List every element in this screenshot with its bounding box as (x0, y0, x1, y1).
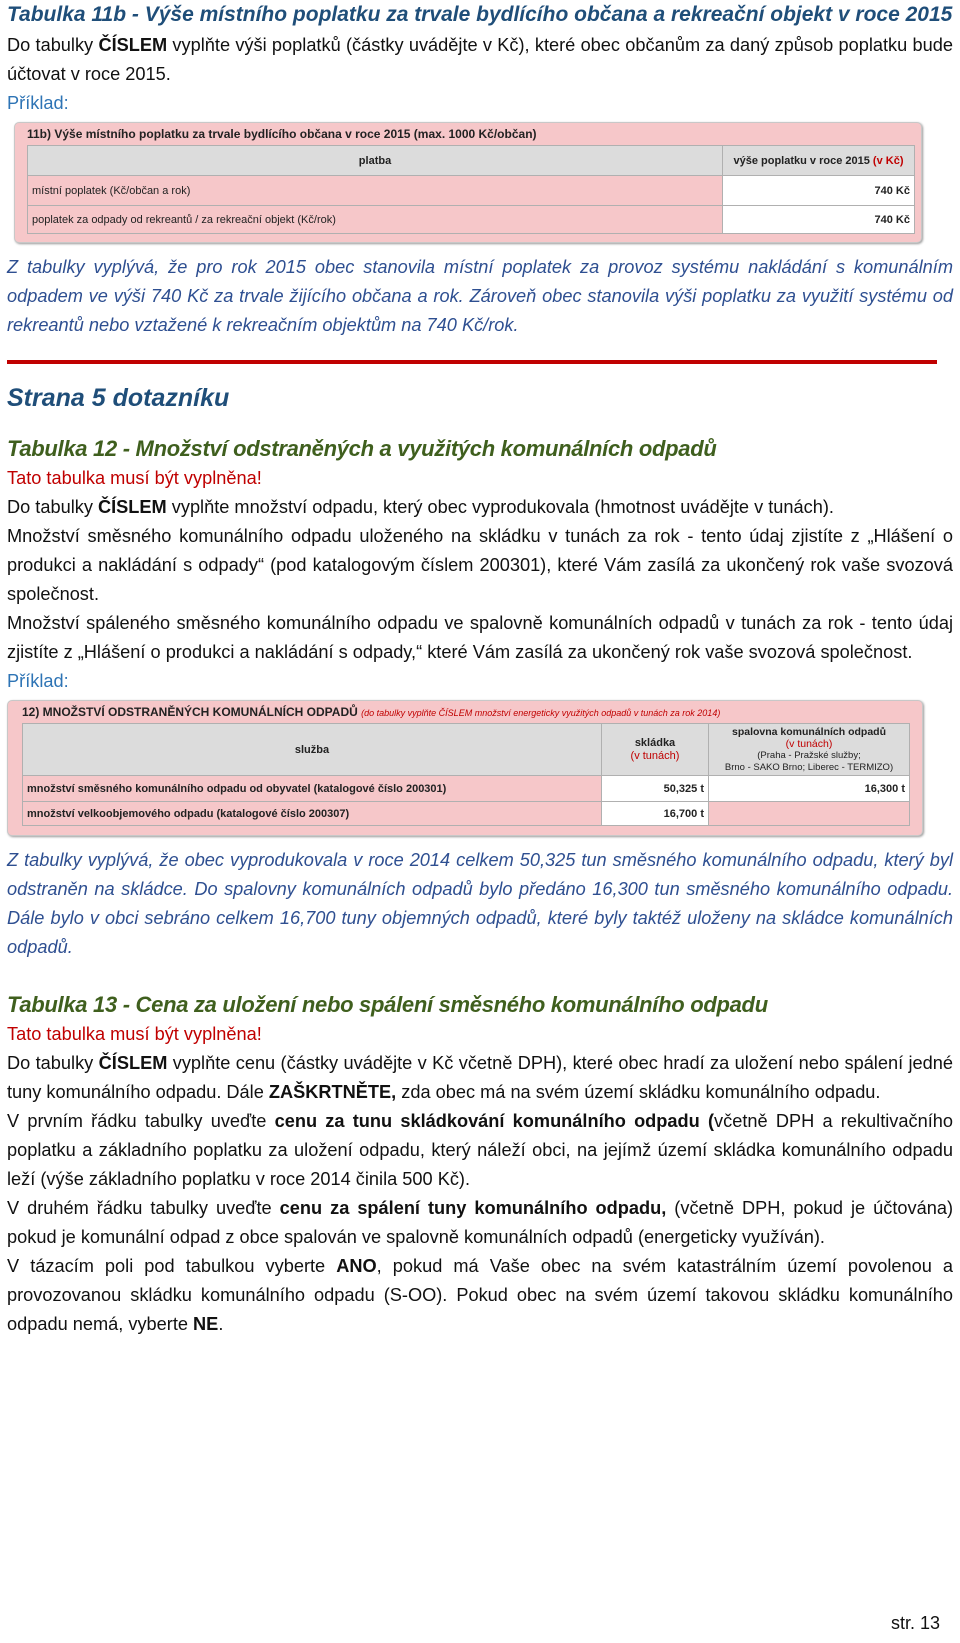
instruction-11b (7, 31, 953, 89)
text: , pokud má Vaše obec na svém katastrálním území povolenou a provozovanou skládku komunálního odpadu (S-OO). Pokud obec na svém území takovou skládku komunálního odpadu nemá, vyberte (7, 1256, 953, 1334)
paragraph (7, 493, 953, 522)
bold-text: ZAŠKRTNĚTE, (268, 1082, 397, 1102)
col-amount-label: výše poplatku v roce 2015 (733, 154, 870, 167)
row-label: množství velkoobjemového odpadu (katalogové číslo 200307) (23, 802, 602, 826)
row-label: množství směsného komunálního odpadu od obyvatel (katalogové číslo 200301) (23, 776, 602, 802)
page-number: str. 13 (890, 1613, 940, 1633)
paragraph: Množství spáleného směsného komunálního odpadu ve spalovně komunálních odpadů v tunách za rok - tento údaj zjistíte z „Hlášení o produkci a nakládání s odpady,“ které Vám zasílá za ukončený rok vaše svozová společnost. (7, 613, 953, 662)
row-value: 740 Kč (723, 206, 915, 234)
table-row (28, 206, 915, 234)
col-payment: platba (28, 146, 723, 176)
must-fill-notice: Tato tabulka musí být vyplněna! (7, 1024, 262, 1044)
example-title-text: 12) MNOŽSTVÍ ODSTRANĚNÝCH KOMUNÁLNÍCH ODPADŮ (22, 705, 358, 719)
paragraph: Množství směsného komunálního odpadu uloženého na skládku v tunách za rok - tento údaj zjistíte z „Hlášení o produkci a nakládání s odpady“ (pod katalogovým číslem 200301), které Vám zasílá za ukončený rok vaše svozová společnost. (7, 526, 953, 604)
row-label: poplatek za odpady od rekreantů / za rekreační objekt (Kč/rok) (28, 206, 723, 234)
heading-12: Tabulka 12 - Množství odstraněných a využitých komunálních odpadů (7, 436, 717, 461)
section-title: Strana 5 dotazníku (7, 384, 230, 412)
example-label: Příklad: (7, 671, 69, 691)
col-incin-note: Brno - SAKO Brno; Liberec - TERMIZO) (724, 761, 894, 773)
document-page (7, 0, 953, 1339)
section-divider (7, 360, 937, 364)
row-landfill: 16,700 t (602, 802, 709, 826)
explanation-12: Z tabulky vyplývá, že obec vyprodukovala v roce 2014 celkem 50,325 tun směsného komunálního odpadu, který byl odstraněn na skládce. Do spalovny komunálních odpadů bylo předáno 16,300 tun směsného komunálního odpadu. Dále bylo v obci sebráno celkem 16,700 tuny objemných odpadů, které byly taktéž uloženy na skládce komunálních odpadů. (7, 850, 953, 957)
text: vyplňte cenu (částky uvádějte v Kč včetně DPH), které obec hradí za uložení nebo spálení jedné tuny komunálního odpadu. Dále (7, 1053, 954, 1102)
row-incin: 16,300 t (709, 776, 910, 802)
col-amount (723, 146, 915, 176)
col-incinerator (709, 724, 910, 776)
heading-11b: Tabulka 11b - Výše místního poplatku za trvale bydlícího občana a rekreační objekt v roce 2015 (7, 3, 953, 26)
col-incin-label: spalovna komunálních odpadů (731, 725, 887, 738)
example-title (8, 701, 922, 723)
col-landfill-unit: (v tunách) (630, 749, 680, 762)
example-table-11b (14, 122, 922, 243)
example-table-12 (7, 700, 923, 836)
text: (včetně DPH, pokud je účtována) pokud je komunální odpad z obce spalován ve spalovně komunálních odpadů (energeticky využíván). (7, 1198, 953, 1247)
table-row (23, 776, 910, 802)
instr-text: vyplňte výši poplatků (částky uvádějte v Kč), které obec občanům za daný způsob poplatku bude účtovat v roce 2015. (7, 35, 953, 84)
row-label: místní poplatek (Kč/občan a rok) (28, 176, 723, 206)
table-row (23, 802, 910, 826)
bold-text: ČÍSLEM (97, 497, 167, 517)
text: včetně DPH a rekultivačního poplatku a základního poplatku za uložení odpadu, který náleží obci, na jejímž území skládka komunálního odpadu leží (výše základního poplatku v roce 2014 činila 500 Kč). (7, 1111, 953, 1189)
heading-13: Tabulka 13 - Cena za uložení nebo spálení směsného komunálního odpadu (7, 992, 768, 1017)
instr-bold: ČÍSLEM (98, 35, 168, 55)
text: V tázacím poli pod tabulkou vyberte (7, 1256, 337, 1276)
col-service: služba (23, 724, 602, 776)
example-table (22, 723, 910, 826)
text: V prvním řádku tabulky uveďte (7, 1111, 275, 1131)
row-value: 740 Kč (723, 176, 915, 206)
instr-text: Do tabulky (7, 35, 99, 55)
row-landfill: 50,325 t (602, 776, 709, 802)
text: V druhém řádku tabulky uveďte (7, 1198, 280, 1218)
table-header-row (28, 146, 915, 176)
paragraph (7, 1252, 953, 1339)
bold-text: NE (193, 1314, 219, 1334)
paragraph (7, 1049, 953, 1107)
text: Do tabulky (7, 497, 98, 517)
col-amount-unit: (v Kč) (872, 154, 904, 167)
table-row (28, 176, 915, 206)
col-landfill (602, 724, 709, 776)
must-fill-notice: Tato tabulka musí být vyplněna! (7, 468, 262, 488)
col-incin-unit: (v tunách) (785, 737, 833, 750)
paragraph (7, 1194, 953, 1252)
example-title-note: (do tabulky vyplňte ČÍSLEM množství energeticky využitých odpadů v tunách za rok 2014) (361, 708, 721, 718)
bold-text: cenu za spálení tuny komunálního odpadu, (279, 1198, 667, 1218)
bold-text: ANO (336, 1256, 377, 1276)
text: vyplňte množství odpadu, který obec vyprodukovala (hmotnost uvádějte v tunách). (166, 497, 834, 517)
bold-text: cenu za tunu skládkování komunálního odpadu ( (274, 1111, 715, 1131)
text: Do tabulky (7, 1053, 99, 1073)
col-incin-note: (Praha - Pražské služby; (757, 749, 861, 761)
example-table (27, 145, 915, 234)
table-header-row (23, 724, 910, 776)
text: zda obec má na svém území skládku komunálního odpadu. (396, 1082, 881, 1102)
bold-text: ČÍSLEM (98, 1053, 168, 1073)
example-label: Příklad: (7, 93, 69, 113)
text: . (218, 1314, 224, 1334)
paragraph (7, 1107, 953, 1194)
col-landfill-label: skládka (634, 736, 676, 749)
explanation-11b: Z tabulky vyplývá, že pro rok 2015 obec stanovila místní poplatek za provoz systému nakládání s komunálním odpadem ve výši 740 Kč za trvale žijícího občana a rok. Zároveň obec stanovila výši poplatku za využití systému od rekreantů nebo vztažené k rekreačním objektům na 740 Kč/rok. (7, 257, 953, 335)
row-incin (709, 802, 910, 826)
example-title: 11b) Výše místního poplatku za trvale bydlícího občana v roce 2015 (max. 1000 Kč/občan) (27, 127, 537, 141)
